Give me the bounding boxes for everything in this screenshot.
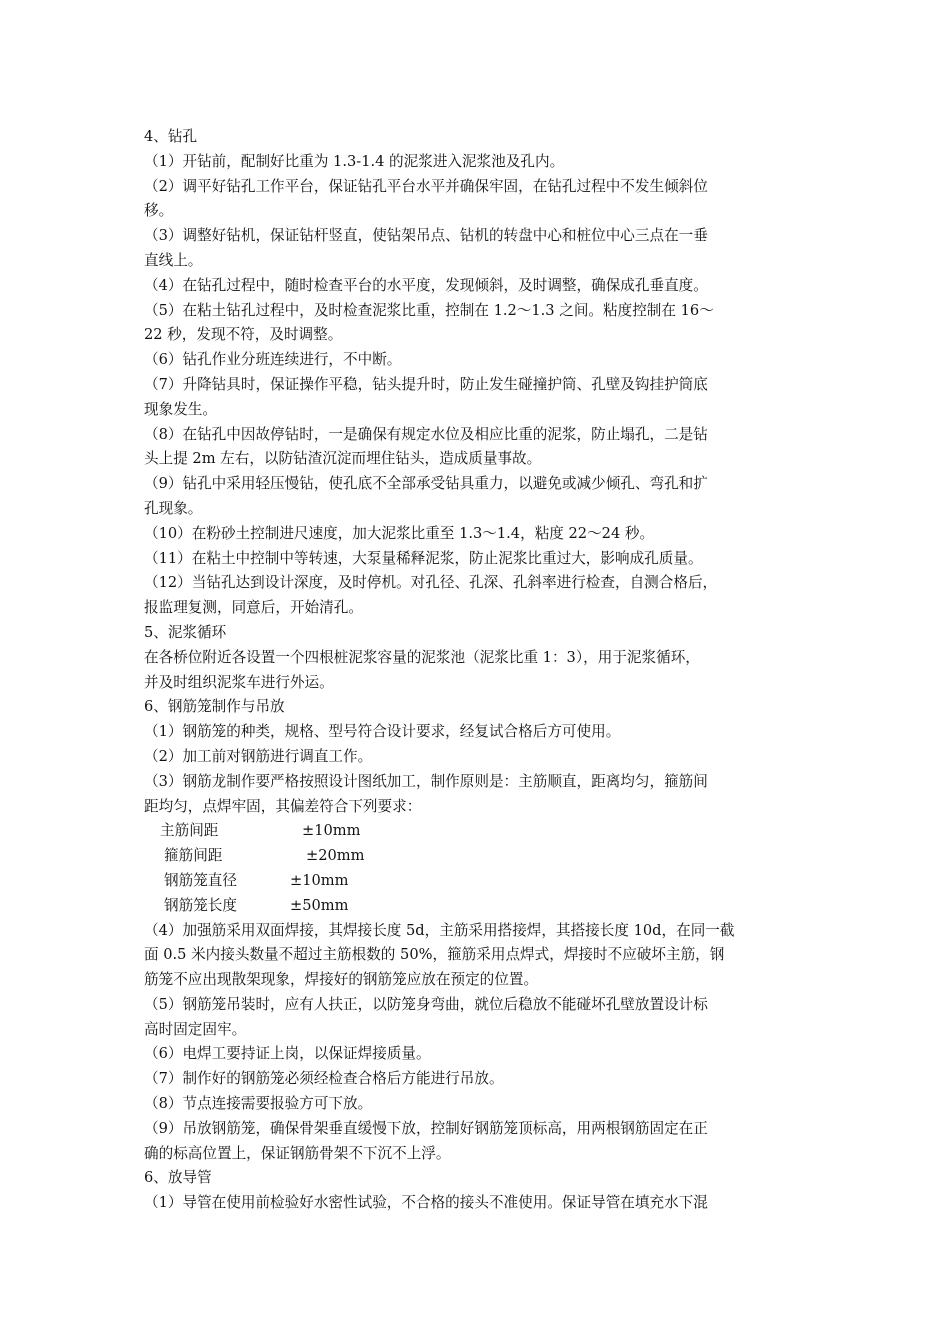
tolerance-row	[144, 844, 812, 869]
tolerance-row	[144, 869, 812, 894]
text-line: （3）调整好钻机，保证钻杆竖直，使钻架吊点、钻机的转盘中心和桩位中心三点在一垂	[144, 227, 708, 245]
text-line: （7）制作好的钢筋笼必须经检查合格后方能进行吊放。	[144, 1070, 504, 1088]
text-line: 在各桥位附近各设置一个四根桩泥浆容量的泥浆池（泥浆比重 1：3），用于泥浆循环，	[144, 648, 700, 666]
text-line: （1）开钻前，配制好比重为 1.3-1.4 的泥浆进入泥浆池及孔内。	[144, 152, 565, 170]
text-line: 5、泥浆循环	[144, 623, 227, 641]
text-line: （6）钻孔作业分班连续进行，不中断。	[144, 351, 402, 369]
text-line: （12）当钻孔达到设计深度，及时停机。对孔径、孔深、孔斜率进行检查，自测合格后，	[144, 574, 718, 592]
text-line: 6、放导管	[144, 1169, 212, 1187]
tolerance-value: ±20mm	[306, 847, 365, 865]
tolerance-label: 钢筋笼直径	[164, 871, 237, 889]
text-line: 22 秒，发现不符，及时调整。	[144, 326, 343, 344]
tolerance-label: 主筋间距	[160, 822, 219, 840]
text-line: 头上提 2m 左右，以防钻渣沉淀而埋住钻头，造成质量事故。	[144, 450, 542, 468]
text-line: （5）在粘土钻孔过程中，及时检查泥浆比重，控制在 1.2～1.3 之间。粘度控制在 16～	[144, 301, 714, 319]
tolerance-label: 钢筋笼长度	[164, 896, 237, 914]
tolerance-row	[144, 894, 812, 919]
text-line: 并及时组织泥浆车进行外运。	[144, 673, 334, 691]
text-line: （10）在粉砂土控制进尺速度，加大泥浆比重至 1.3～1.4，粘度 22～24 秒。	[144, 524, 655, 542]
text-line: （7）升降钻具时，保证操作平稳，钻头提升时，防止发生碰撞护筒、孔壁及钩挂护筒底	[144, 375, 708, 393]
text-line: （2）加工前对钢筋进行调直工作。	[144, 747, 373, 765]
text-line: （4）加强筋采用双面焊接，其焊接长度 5d，主筋采用搭接焊，其搭接长度 10d，在同一截	[144, 921, 735, 939]
text-line: （5）钢筋笼吊装时，应有人扶正，以防笼身弯曲，就位后稳放不能碰坏孔壁放置设计标	[144, 995, 708, 1013]
text-line: 报监理复测，同意后，开始清孔。	[144, 599, 363, 617]
text-line: （9）吊放钢筋笼，确保骨架垂直缓慢下放，控制好钢筋笼顶标高，用两根钢筋固定在正	[144, 1119, 708, 1137]
body-text-after	[144, 919, 812, 1217]
text-line: （2）调平好钻孔工作平台，保证钻孔平台水平并确保牢固，在钻孔过程中不发生倾斜位	[144, 177, 708, 195]
body-text-before	[144, 125, 812, 819]
document-page	[144, 125, 812, 1216]
text-line: 现象发生。	[144, 400, 217, 418]
tolerance-value: ±10mm	[302, 822, 361, 840]
tolerance-label: 箍筋间距	[164, 847, 223, 865]
text-line: （1）导管在使用前检验好水密性试验，不合格的接头不准使用。保证导管在填充水下混	[144, 1194, 708, 1212]
text-line: 面 0.5 米内接头数量不超过主筋根数的 50%，箍筋采用点焊式，焊接时不应破坏主筋，钢	[144, 946, 725, 964]
text-line: 确的标高位置上，保证钢筋骨架不下沉不上浮。	[144, 1144, 451, 1162]
text-line: （4）在钻孔过程中，随时检查平台的水平度，发现倾斜，及时调整，确保成孔垂直度。	[144, 276, 708, 294]
text-line: 6、钢筋笼制作与吊放	[144, 698, 285, 716]
text-line: 孔现象。	[144, 499, 203, 517]
text-line: 移。	[144, 202, 174, 220]
text-line: （1）钢筋笼的种类，规格、型号符合设计要求，经复试合格后方可使用。	[144, 723, 621, 741]
text-line: 筋笼不应出现散架现象，焊接好的钢筋笼应放在预定的位置。	[144, 971, 539, 989]
tolerance-list	[144, 819, 812, 918]
text-line: （3）钢筋龙制作要严格按照设计图纸加工，制作原则是：主筋顺直，距离均匀，箍筋间	[144, 772, 708, 790]
text-line: （6）电焊工要持证上岗，以保证焊接质量。	[144, 1045, 431, 1063]
text-line: （8）节点连接需要报验方可下放。	[144, 1095, 373, 1113]
text-line: （8）在钻孔中因故停钻时，一是确保有规定水位及相应比重的泥浆，防止塌孔，二是钻	[144, 425, 708, 443]
tolerance-value: ±50mm	[290, 896, 349, 914]
tolerance-row	[144, 819, 812, 844]
text-line: 4、钻孔	[144, 128, 198, 145]
text-line: （9）钻孔中采用轻压慢钻，使孔底不全部承受钻具重力，以避免或减少倾孔、弯孔和扩	[144, 475, 708, 493]
text-line: （11）在粘土中控制中等转速，大泵量稀释泥浆，防止泥浆比重过大，影响成孔质量。	[144, 549, 703, 567]
text-line: 高时固定固牢。	[144, 1020, 247, 1038]
text-line: 直线上。	[144, 251, 203, 269]
text-line: 距均匀，点焊牢固，其偏差符合下列要求：	[144, 797, 422, 815]
tolerance-value: ±10mm	[290, 871, 349, 889]
